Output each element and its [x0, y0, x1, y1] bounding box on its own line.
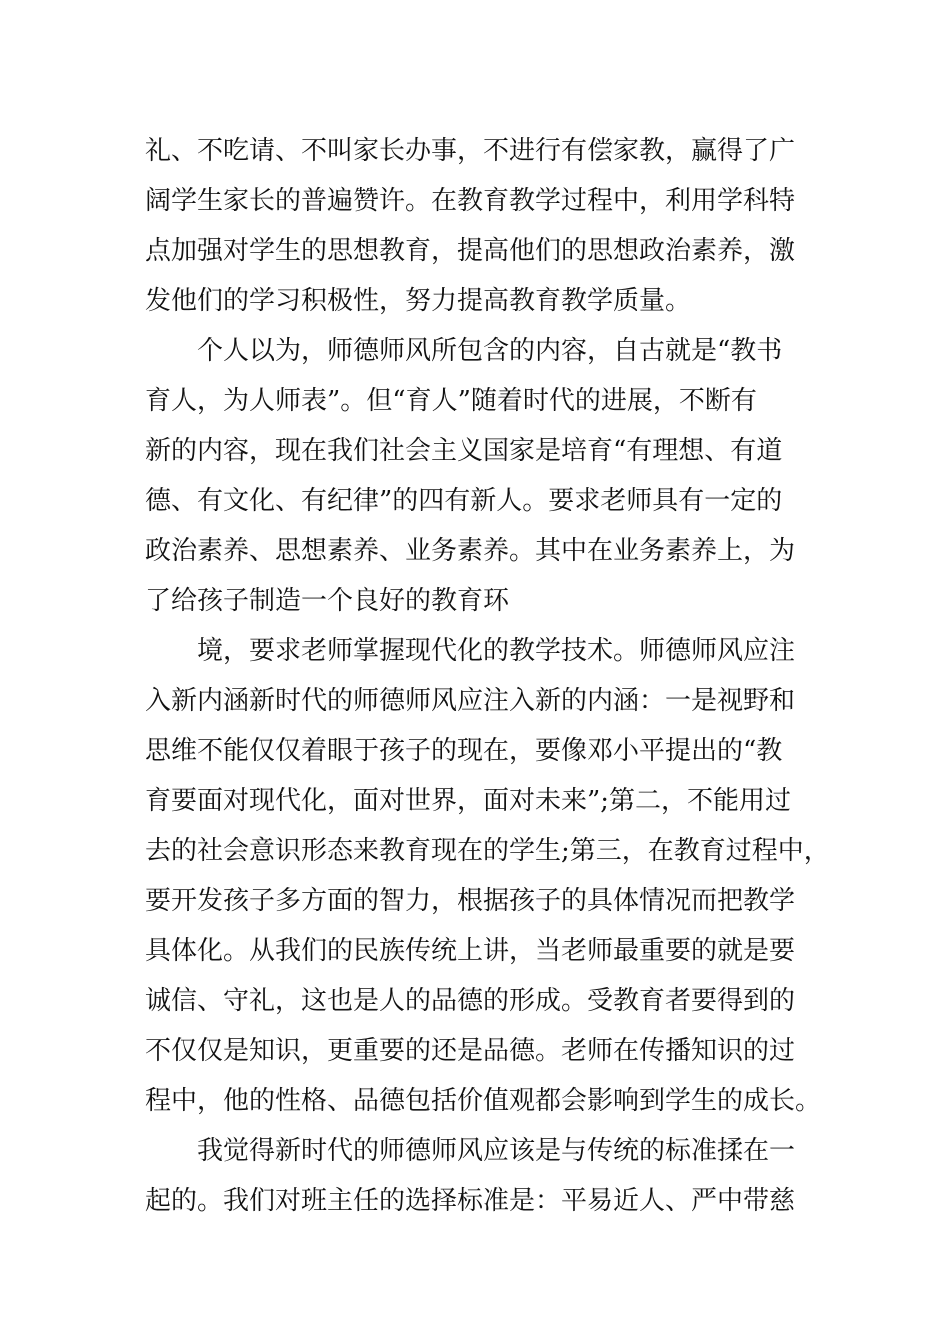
text-line: 个人以为，师德师风所包含的内容，自古就是“教书 — [197, 336, 783, 366]
text-line: 起的。我们对班主任的选择标准是：平易近人、严中带慈 — [145, 1186, 796, 1216]
text-line: 不仅仅是知识，更重要的还是品德。老师在传播知识的过 — [145, 1036, 796, 1066]
document-body — [145, 126, 830, 1226]
paragraph-2 — [145, 326, 810, 626]
text-line: 去的社会意识形态来教育现在的学生;第三，在教育过程中， — [145, 836, 830, 866]
text-line: 了给孩子制造一个良好的教育环 — [145, 586, 510, 616]
text-line: 思维不能仅仅着眼于孩子的现在，要像邓小平提出的“教 — [145, 736, 783, 766]
text-line: 境，要求老师掌握现代化的教学技术。师德师风应注 — [197, 636, 796, 666]
paragraph-4 — [145, 1126, 810, 1226]
text-line: 阔学生家长的普遍赞许。在教育教学过程中，利用学科特 — [145, 186, 796, 216]
text-line: 德、有文化、有纪律”的四有新人。要求老师具有一定的 — [145, 486, 783, 516]
text-line: 点加强对学生的思想教育，提高他们的思想政治素养，激 — [145, 236, 796, 266]
paragraph-3 — [145, 626, 830, 1126]
text-line: 政治素养、思想素养、业务素养。其中在业务素养上，为 — [145, 536, 796, 566]
text-line: 程中，他的性格、品德包括价值观都会影响到学生的成长。 — [145, 1086, 822, 1116]
text-line: 发他们的学习积极性，努力提高教育教学质量。 — [145, 286, 692, 316]
text-line: 我觉得新时代的师德师风应该是与传统的标准揉在一 — [197, 1136, 796, 1166]
text-line: 入新内涵新时代的师德师风应注入新的内涵：一是视野和 — [145, 686, 796, 716]
text-line: 要开发孩子多方面的智力，根据孩子的具体情况而把教学 — [145, 886, 796, 916]
text-line: 具体化。从我们的民族传统上讲，当老师最重要的就是要 — [145, 936, 796, 966]
text-line: 诚信、守礼，这也是人的品德的形成。受教育者要得到的 — [145, 986, 796, 1016]
text-line: 育人，为人师表”。但“育人”随着时代的进展，不断有 — [145, 386, 757, 416]
text-line: 新的内容，现在我们社会主义国家是培育“有理想、有道 — [145, 436, 783, 466]
text-line: 育要面对现代化，面对世界，面对未来”;第二，不能用过 — [145, 786, 792, 816]
paragraph-1 — [145, 126, 810, 326]
text-line: 礼、不吃请、不叫家长办事，不进行有偿家教，赢得了广 — [145, 136, 796, 166]
